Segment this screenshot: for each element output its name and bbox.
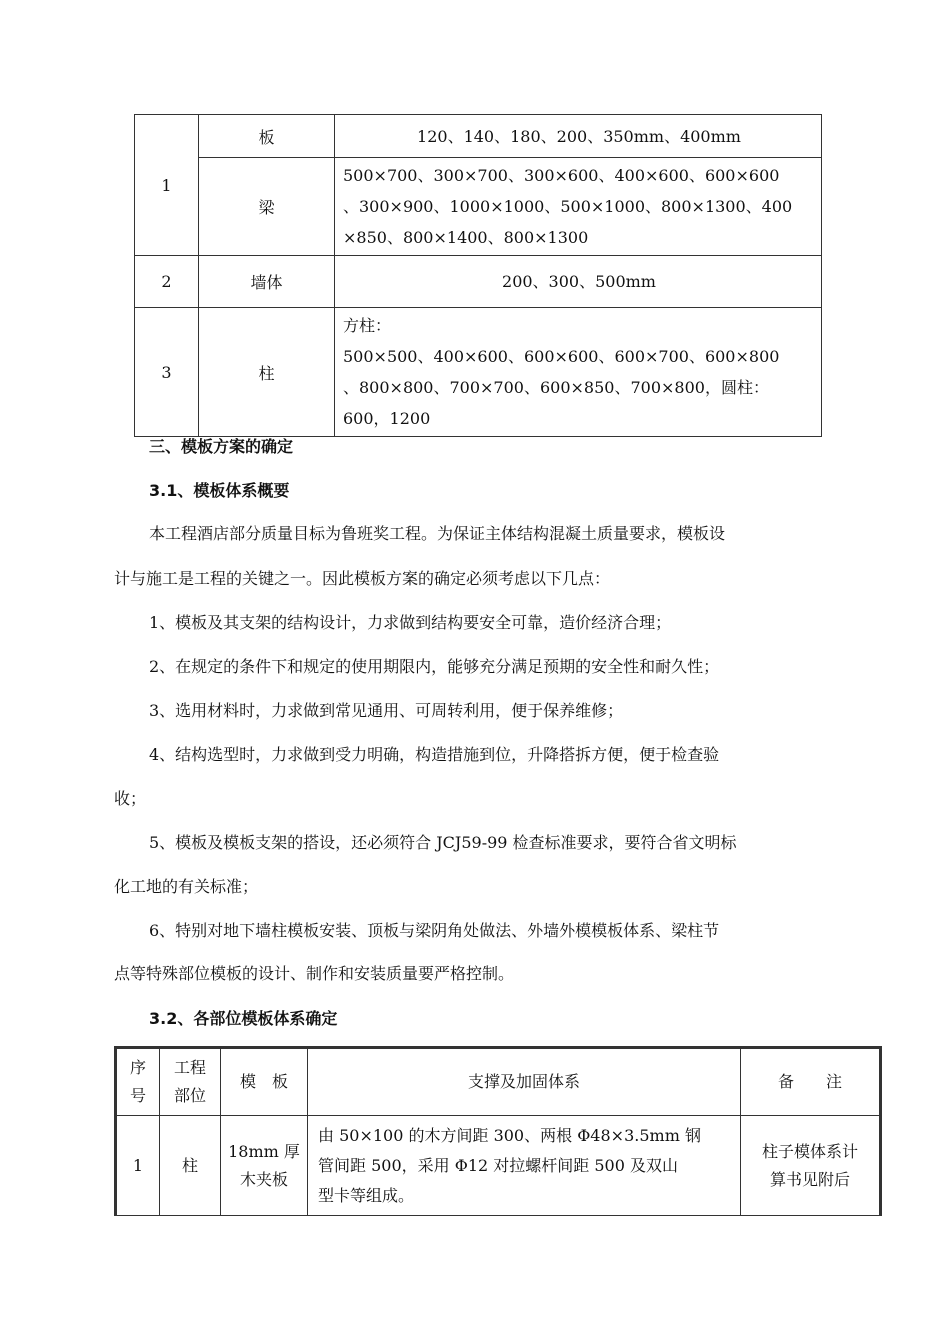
- row-number: 3: [135, 308, 199, 437]
- spec-value: 200、300、500mm: [335, 256, 822, 308]
- row-number: 2: [135, 256, 199, 308]
- header-support: 支撑及加固体系: [308, 1048, 741, 1116]
- spec-line: 500×500、400×600、600×600、600×700、600×800: [343, 347, 780, 366]
- row-number: 1: [135, 115, 199, 256]
- cell-part: 柱: [160, 1116, 221, 1216]
- cell-no: 1: [116, 1116, 160, 1216]
- paragraph-line: 3、选用材料时，力求做到常见通用、可周转利用，便于保养维修；: [149, 701, 624, 720]
- cell-form: [221, 1116, 308, 1216]
- spec-table: [134, 114, 822, 437]
- spec-line: 、300×900、1000×1000、500×1000、800×1300、400: [343, 197, 793, 216]
- spec-value: [335, 158, 822, 256]
- cell-support: [308, 1116, 741, 1216]
- cell-text: 18mm 厚: [228, 1141, 300, 1161]
- cell-text: 木夹板: [239, 1169, 288, 1189]
- cell-text: 柱子模体系计: [761, 1141, 858, 1161]
- table-row: [135, 115, 822, 158]
- paragraph-line: 化工地的有关标准；: [114, 877, 259, 896]
- table-row: [116, 1116, 881, 1216]
- table-row: [135, 308, 822, 437]
- subsection-title: 3.1、模板体系概要: [149, 481, 290, 500]
- cell-text: 由 50×100 的木方间距 300、两根 Φ48×3.5mm 钢: [318, 1125, 701, 1145]
- part-name: 梁: [199, 158, 335, 256]
- spec-line: 500×700、300×700、300×600、400×600、600×600: [343, 166, 780, 185]
- spec-line: 、800×800、700×700、600×850、700×800，圆柱：: [343, 378, 769, 397]
- paragraph-line: 6、特别对地下墙柱模板安装、顶板与梁阴角处做法、外墙外模模板体系、梁柱节: [149, 921, 720, 940]
- table-header-row: [116, 1048, 881, 1116]
- header-text: 号: [129, 1086, 146, 1105]
- part-name: 墙体: [199, 256, 335, 308]
- paragraph-line: 计与施工是工程的关键之一。因此模板方案的确定必须考虑以下几点：: [114, 569, 611, 588]
- paragraph-line: 5、模板及模板支架的搭设，还必须符合 JCJ59-99 检查标准要求，要符合省文明标: [149, 833, 737, 852]
- paragraph-line: 点等特殊部位模板的设计、制作和安装质量要严格控制。: [114, 964, 515, 983]
- paragraph-line: 收；: [114, 789, 147, 808]
- table-row: [135, 158, 822, 256]
- cell-note: [741, 1116, 881, 1216]
- header-form: 模 板: [221, 1048, 308, 1116]
- paragraph-line: 1、模板及其支架的结构设计，力求做到结构要安全可靠，造价经济合理；: [149, 613, 672, 632]
- spec-line: ×850、800×1400、800×1300: [343, 228, 589, 247]
- spec-value: 120、140、180、200、350mm、400mm: [335, 115, 822, 158]
- header-part: [160, 1048, 221, 1116]
- formwork-table: [114, 1046, 882, 1216]
- paragraph-line: 2、在规定的条件下和规定的使用期限内，能够充分满足预期的安全性和耐久性；: [149, 657, 720, 676]
- spec-line: 方柱：: [343, 316, 392, 335]
- paragraph-line: 本工程酒店部分质量目标为鲁班奖工程。为保证主体结构混凝土质量要求，模板设: [149, 524, 726, 543]
- header-text: 部位: [173, 1086, 206, 1105]
- cell-text: 算书见附后: [769, 1169, 850, 1189]
- paragraph-line: 4、结构选型时，力求做到受力明确，构造措施到位，升降搭拆方便，便于检查验: [149, 745, 720, 764]
- table-row: [135, 256, 822, 308]
- header-text: 序: [129, 1058, 146, 1077]
- cell-text: 管间距 500，采用 Φ12 对拉螺杆间距 500 及双山: [318, 1155, 678, 1175]
- subsection-title: 3.2、各部位模板体系确定: [149, 1009, 338, 1028]
- header-text: 工程: [173, 1058, 206, 1077]
- spec-line: 600，1200: [343, 409, 431, 428]
- header-note: 备 注: [741, 1048, 881, 1116]
- header-no: [116, 1048, 160, 1116]
- cell-text: 型卡等组成。: [318, 1185, 415, 1205]
- section-title: 三、模板方案的确定: [149, 437, 294, 456]
- part-name: 柱: [199, 308, 335, 437]
- spec-value: [335, 308, 822, 437]
- part-name: 板: [199, 115, 335, 158]
